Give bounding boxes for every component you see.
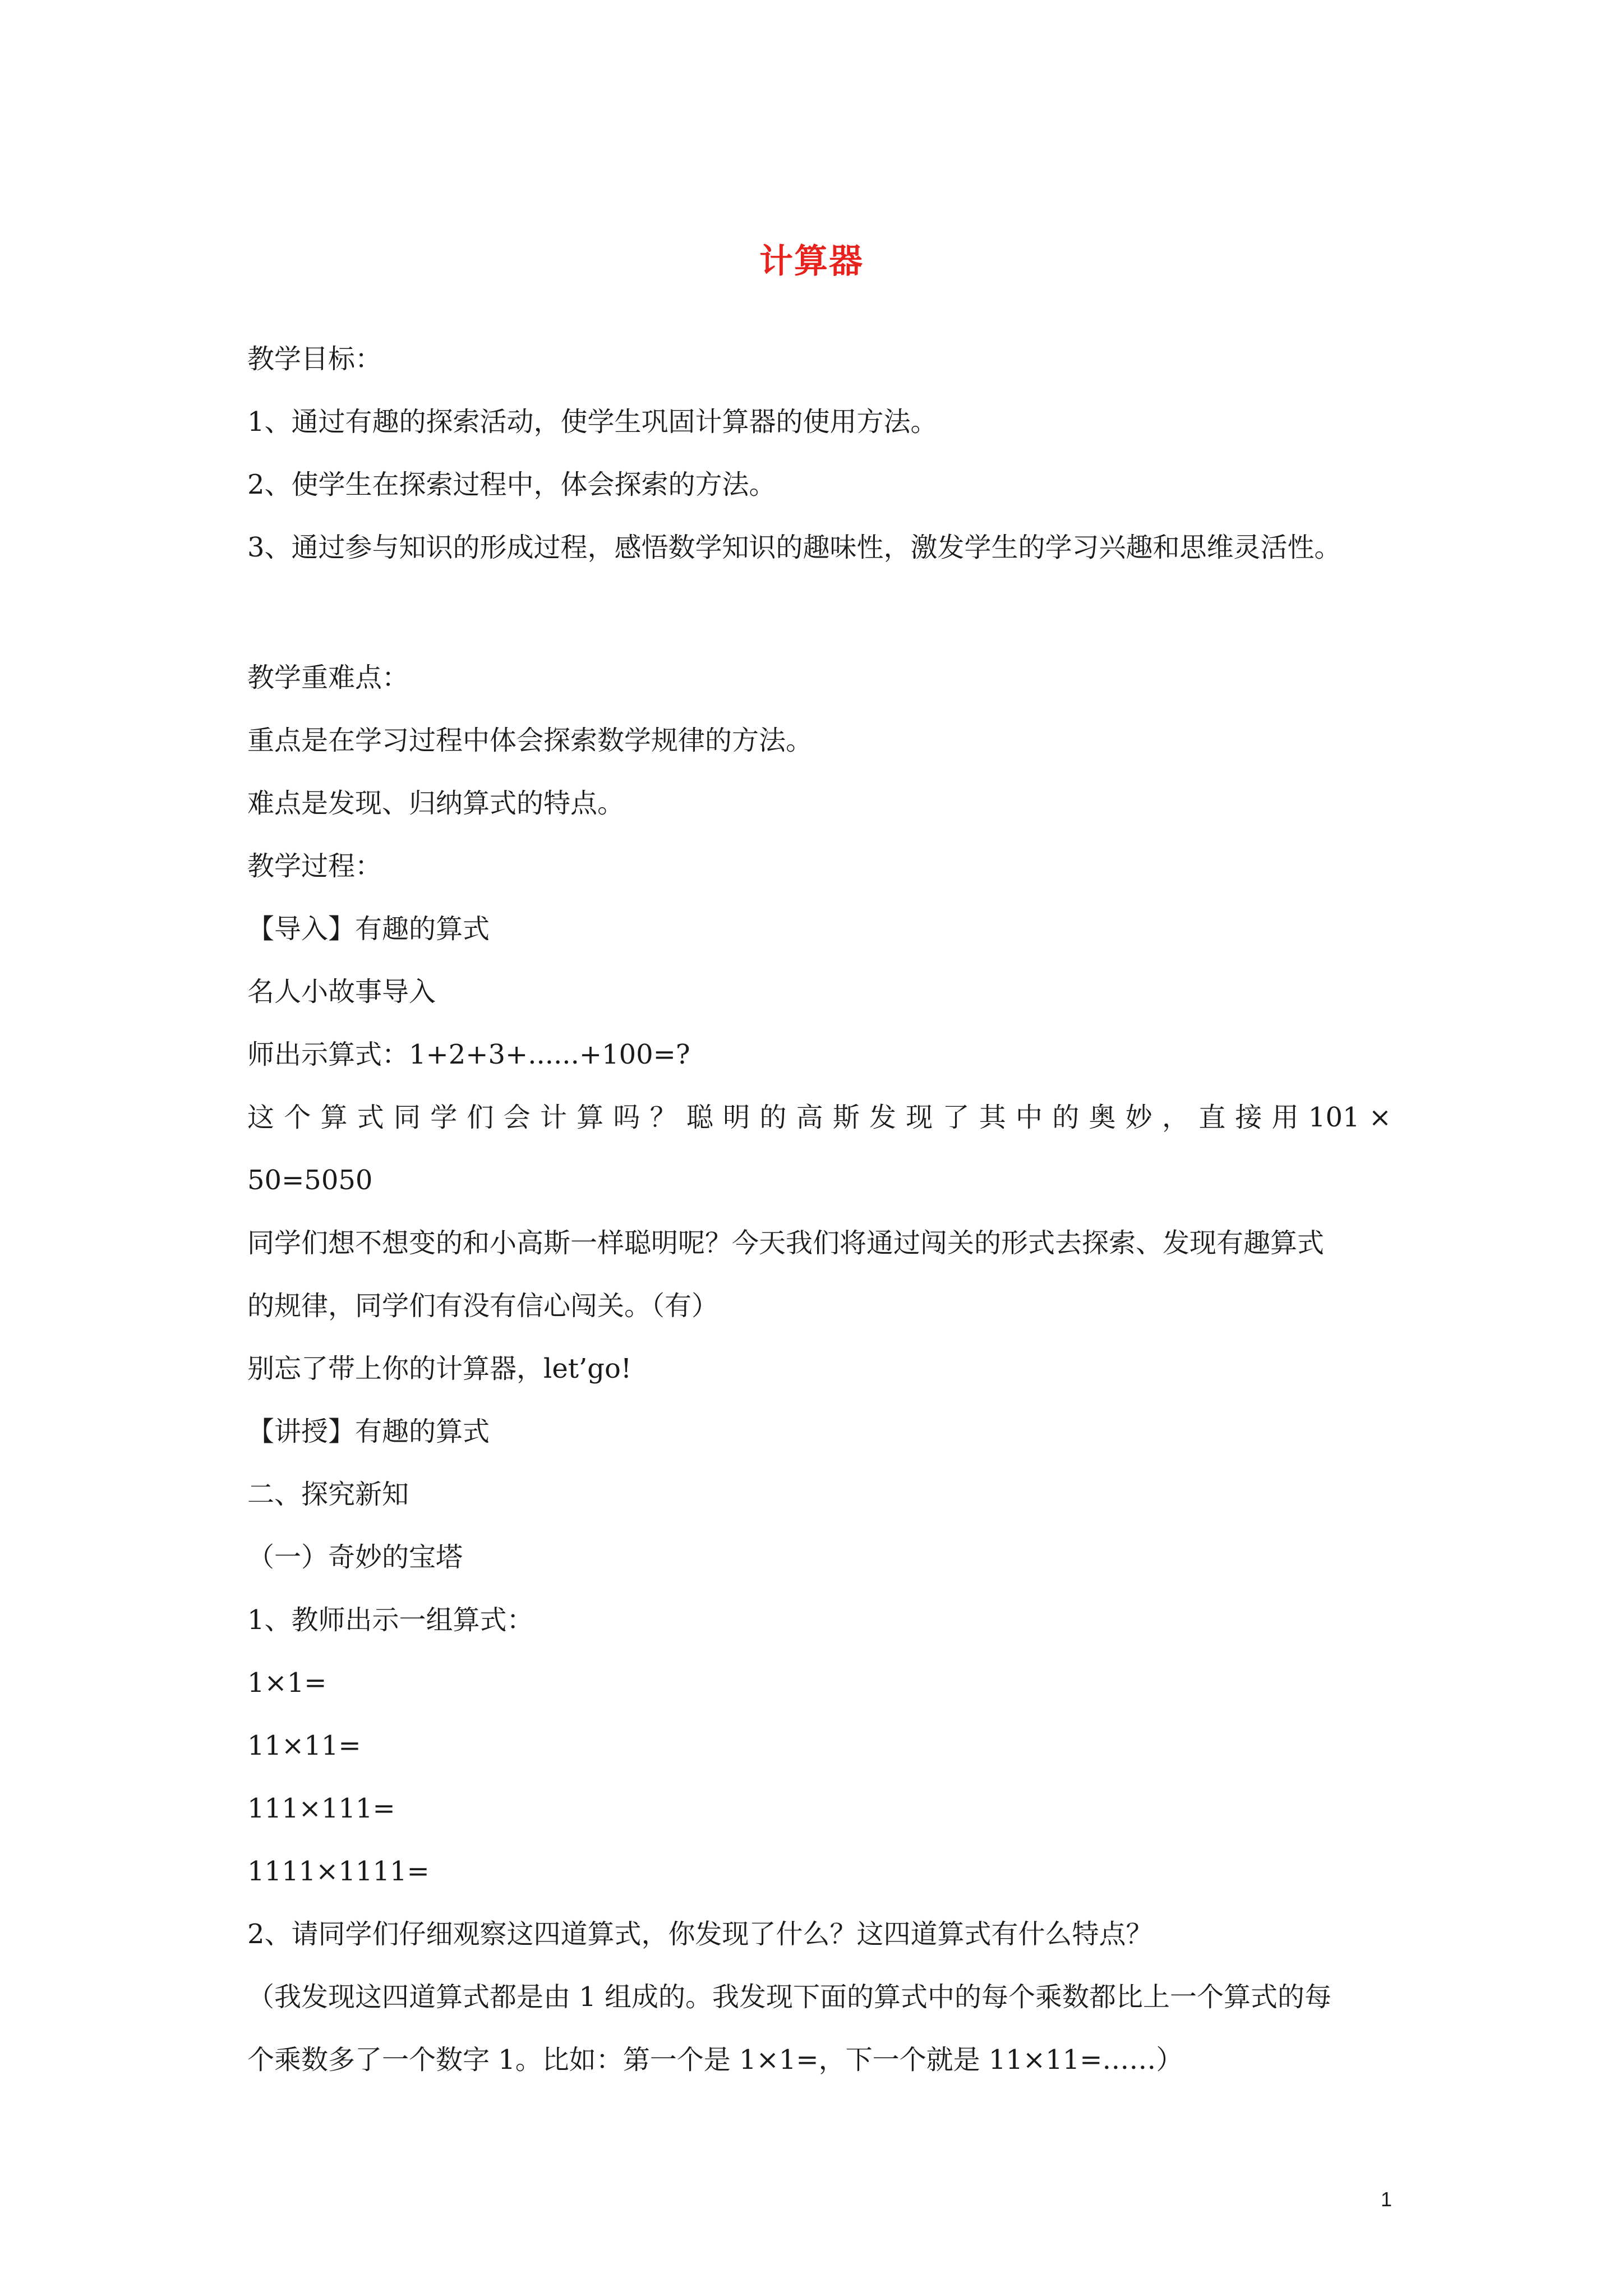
heading-teaching-goals: 教学目标： [247,343,382,375]
goal-item-3: 3、通过参与知识的形成过程，感悟数学知识的趣味性，激发学生的学习兴趣和思维灵活性。 [247,532,1341,563]
step-1: 1、教师出示一组算式： [247,1604,534,1636]
challenge-text-line-1: 同学们想不想变的和小高斯一样聪明呢？今天我们将通过闯关的形式去探索、发现有趣算式 [247,1227,1325,1259]
step-2: 2、请同学们仔细观察这四道算式，你发现了什么？这四道算式有什么特点？ [247,1918,1153,1950]
subheading-pagoda: （一）奇妙的宝塔 [247,1542,463,1573]
heading-teaching-process: 教学过程： [247,850,382,882]
formula-1: 1×1= [247,1667,327,1699]
gauss-result: 50=5050 [247,1165,373,1196]
heading-key-difficulties: 教学重难点： [247,662,409,693]
formula-4: 1111×1111= [247,1856,430,1887]
gauss-question: 这 个 算 式 同 学 们 会 计 算 吗 ？ 聪 明 的 高 斯 发 现 了 其 中 的 奥 妙 ， 直 接 用 101 × [247,1102,1391,1133]
section-intro: 【导入】有趣的算式 [247,913,490,945]
calculator-reminder: 别忘了带上你的计算器，let’go! [247,1353,632,1384]
goal-item-1: 1、通过有趣的探索活动，使学生巩固计算器的使用方法。 [247,406,938,438]
section-lecture: 【讲授】有趣的算式 [247,1416,490,1447]
document-title: 计算器 [759,242,864,281]
page-number: 1 [1380,2188,1392,2211]
difficult-point: 难点是发现、归纳算式的特点。 [247,788,625,819]
heading-explore: 二、探究新知 [247,1479,409,1510]
key-point: 重点是在学习过程中体会探索数学规律的方法。 [247,725,813,756]
formula-3: 111×111= [247,1793,395,1824]
challenge-text-line-2: 的规律，同学们有没有信心闯关。（有） [247,1290,719,1322]
formula-2: 11×11= [247,1730,361,1761]
goal-item-2: 2、使学生在探索过程中，体会探索的方法。 [247,469,776,500]
teacher-formula: 师出示算式：1+2+3+......+100=? [247,1039,690,1070]
answer-line-1: （我发现这四道算式都是由 1 组成的。我发现下面的算式中的每个乘数都比上一个算式的每 [247,1981,1332,2013]
intro-story: 名人小故事导入 [247,976,436,1007]
answer-line-2: 个乘数多了一个数字 1。比如：第一个是 1×1=，下一个就是 11×11=……） [247,2044,1183,2076]
